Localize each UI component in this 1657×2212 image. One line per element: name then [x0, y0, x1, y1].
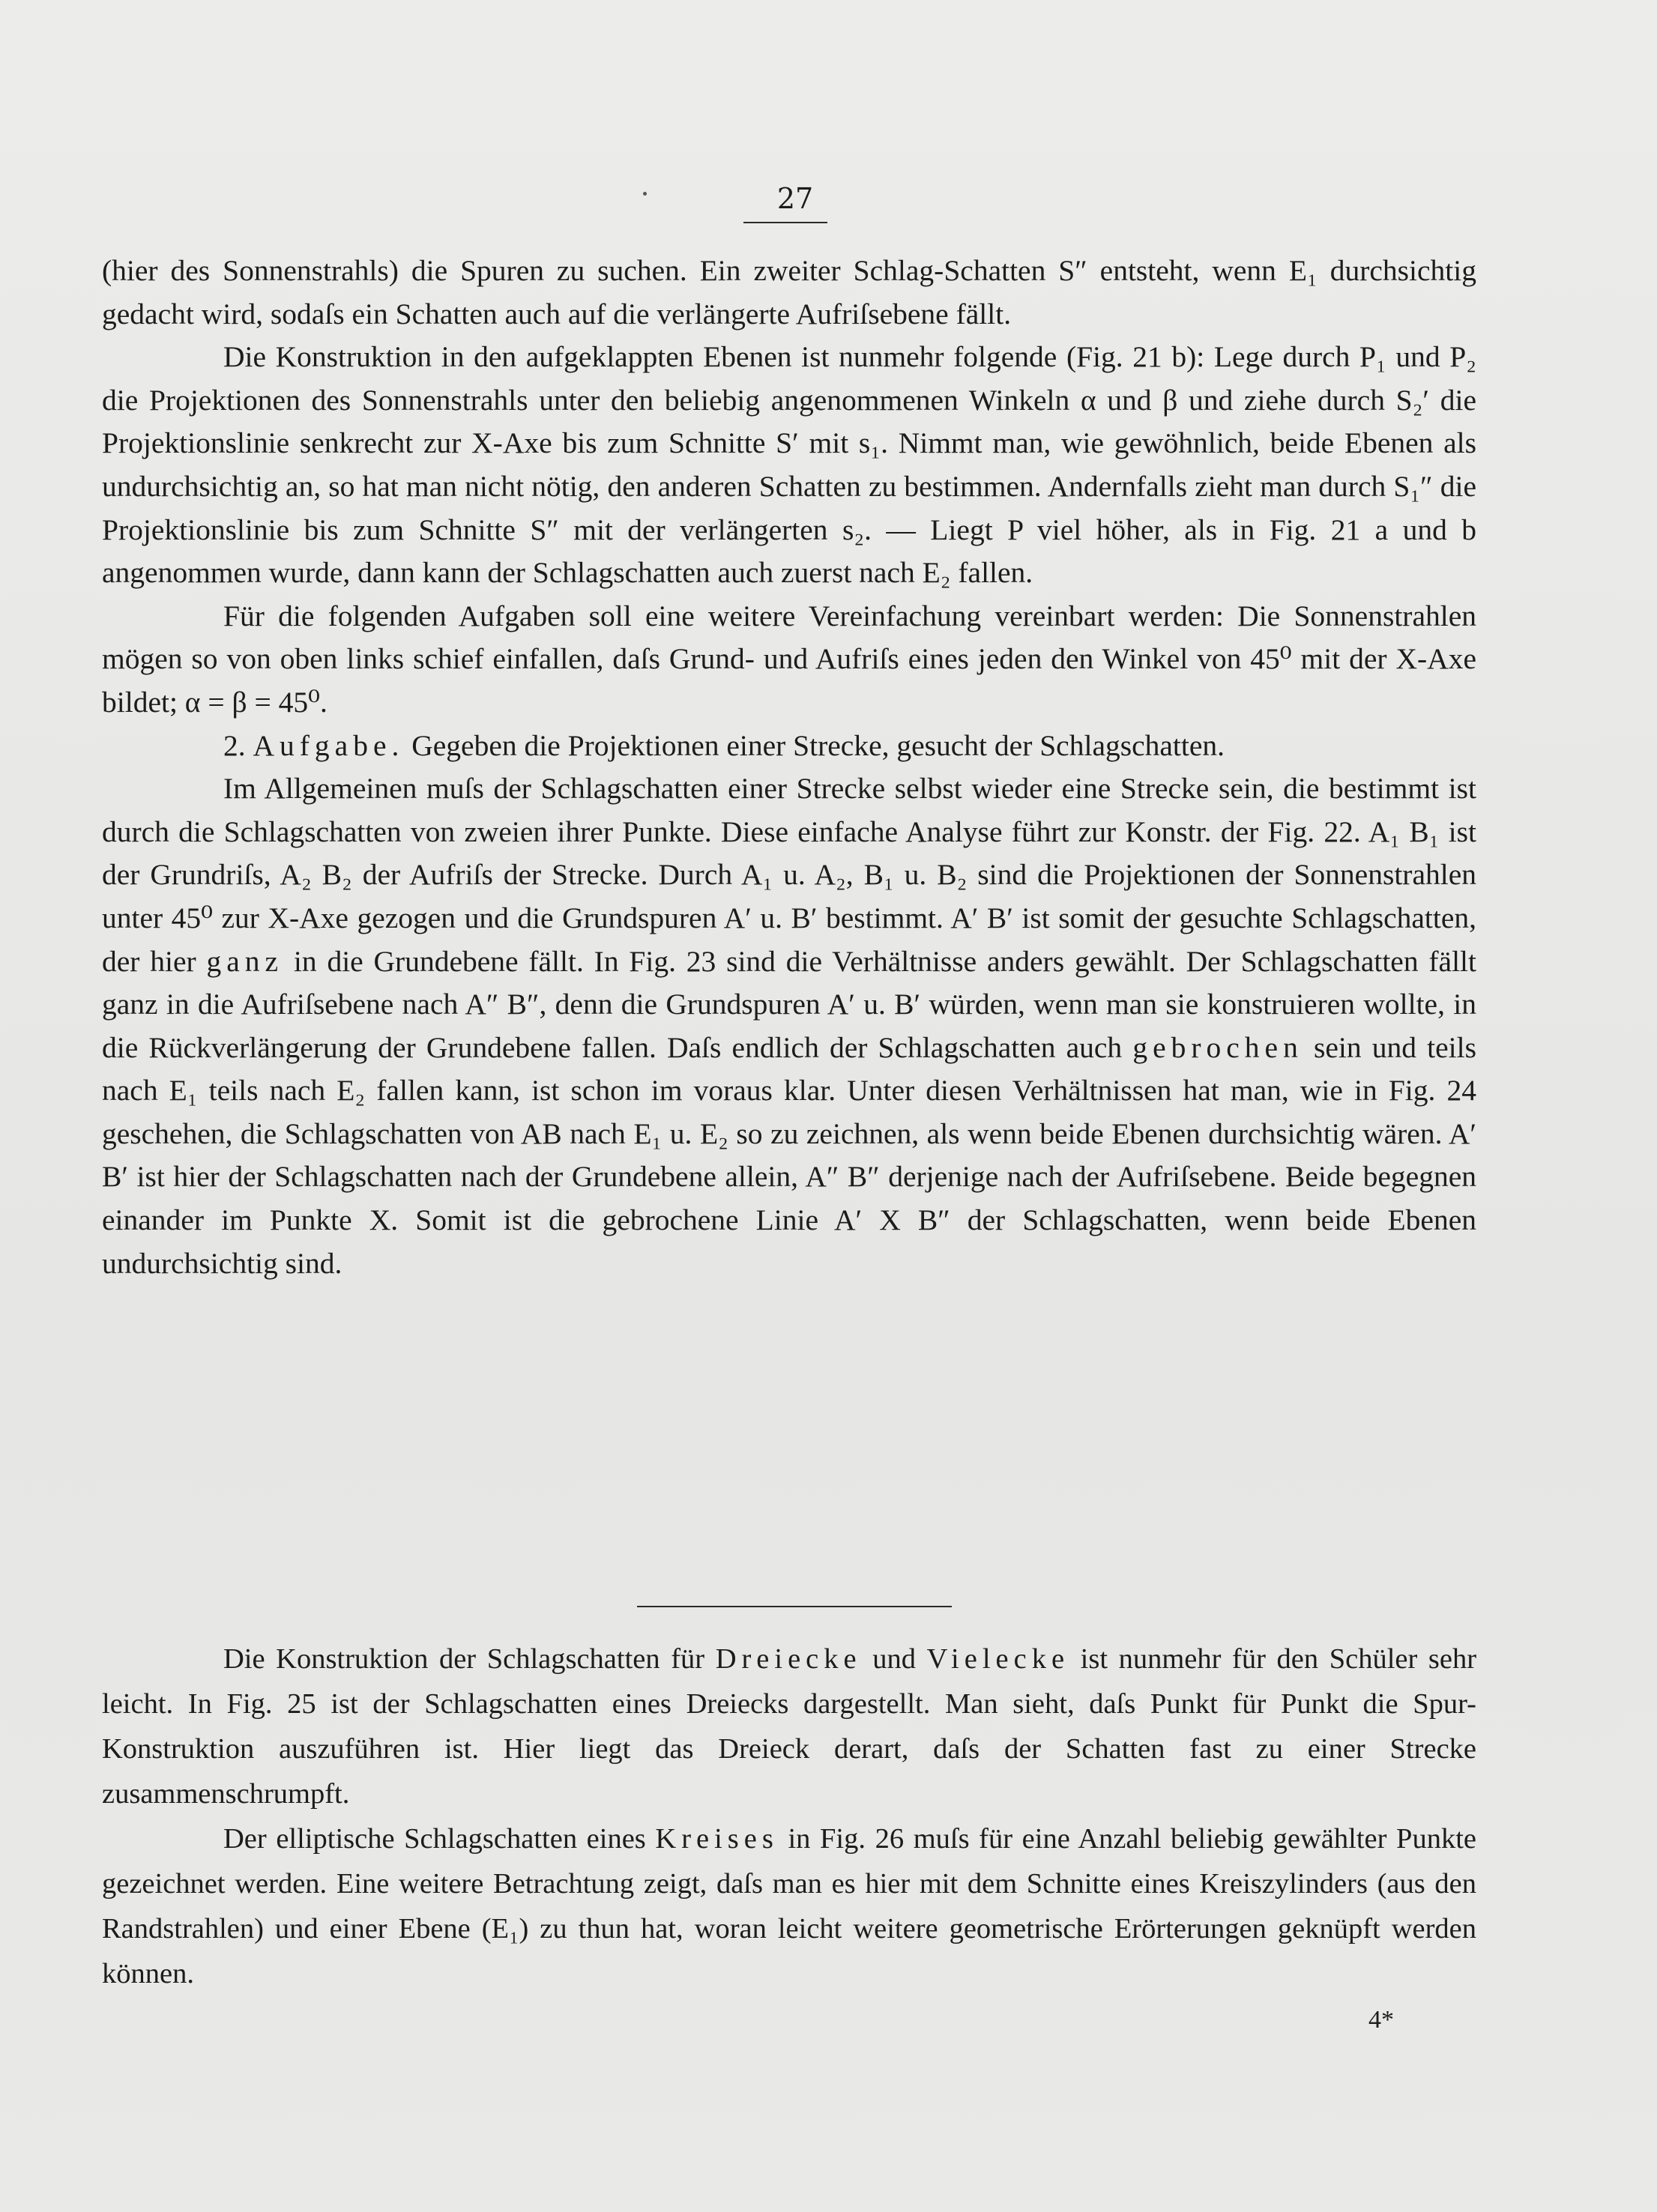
paragraph-simplification: Für die folgenden Aufgaben soll eine weitere Vereinfachung vereinbart werden: Die Sonnenstrahlen mögen so von oben links schief einfallen, daſs Grund- und Aufriſs eines jeden den Winkel von 45⁰ mit der X-Axe bildet; α = β = 45⁰. — [102, 599, 1476, 719]
text-run: und — [872, 1643, 916, 1675]
text-run: in die Grundebene fällt. In Fig. 23 sind die Verhältnisse anders gewählt. Der Schlagschatten fällt ganz in die Aufriſsebene nach A″ B″, denn die Grundspuren A′ u. B′ würden, wenn man sie konstruieren wollte, in die Rückverlängerung der Grundebene fallen. Daſs endlich der Schlagschatten auch — [102, 944, 1477, 1064]
emphasis-vielecke: Vielecke — [926, 1643, 1070, 1675]
emphasis-kreises: Kreises — [655, 1823, 779, 1855]
text-run: Im Allgemeinen muſs der Schlagschatten einer Strecke selbst wieder eine Strecke sein, die bestimmt ist durch die Schlagschatten von zweien ihrer Punkte. Diese einfache Analyse führt zur Konstr. der Fig. 22. A₁ B₁ ist der Grundriſs, A₂ B₂ der Aufriſs der Strecke. Durch A₁ u. A₂, B₁ u. B₂ sind die Projektionen der Sonnenstrahlen unter 45⁰ zur X-Axe gezogen und die Grundspuren A′ u. B′ bestimmt. A′ B′ ist somit der gesuchte Schlagschatten, der hier — [102, 772, 1476, 978]
text-block-lower — [102, 1637, 1476, 1996]
section-divider — [637, 1606, 952, 1607]
text-block-upper — [102, 250, 1476, 1285]
paragraph-continuation: (hier des Sonnenstrahls) die Spuren zu suchen. Ein zweiter Schlag-Schatten S″ entsteht, wenn E₁ durchsichtig gedacht wird, sodaſs ein Schatten auch auf die verlängerte Aufriſsebene fällt. — [102, 254, 1476, 330]
emphasis-gebrochen: gebrochen — [1132, 1030, 1303, 1064]
text-run: Der elliptische Schlagschatten eines — [223, 1823, 646, 1855]
task-text: Gegeben die Projektionen einer Strecke, gesucht der Schlagschatten. — [411, 728, 1225, 762]
page-number: 27 — [776, 182, 814, 215]
page-number-rule — [743, 222, 827, 223]
text-run: sein und teils nach E₁ teils nach E₂ fallen kann, ist schon im voraus klar. Unter diesen Verhältnissen hat man, wie in Fig. 24 geschehen, die Schlagschatten von AB nach E₁ u. E₂ so zu zeichnen, als wenn beide Ebenen durchsichtig wären. A′ B′ ist hier der Schlagschatten nach der Grundebene allein, A″ B″ derjenige nach der Aufriſsebene. Beide begegnen einander im Punkte X. Somit ist die gebrochene Linie A′ X B″ der Schlagschatten, wenn beide Ebenen undurchsichtig sind. — [102, 1030, 1477, 1280]
signature-mark: 4* — [1368, 2006, 1394, 2034]
paragraph-circle — [102, 1816, 1476, 1996]
print-speck — [643, 192, 647, 196]
paragraph-construction: Die Konstruktion in den aufgeklappten Ebenen ist nunmehr folgende (Fig. 21 b): Lege durch P₁ und P₂ die Projektionen des Sonnenstrahls unter den beliebig angenommenen Winkeln α und β und ziehe durch S₂′ die Projektionslinie senkrecht zur X-Axe bis zum Schnitte S′ mit s₁. Nimmt man, wie gewöhnlich, beide Ebenen als undurchsichtig an, so hat man nicht nötig, den anderen Schatten zu bestimmen. Andernfalls zieht man durch S₁″ die Projektionslinie bis zum Schnitte S″ mit der verlängerten s₂. — Liegt P viel höher, als in Fig. 21 a und b angenommen wurde, dann kann der Schlagschatten auch zuerst nach E₂ fallen. — [102, 340, 1476, 590]
text-run: in Fig. 26 muſs für eine Anzahl beliebig gewählter Punkte gezeichnet werden. Eine weitere Betrachtung zeigt, daſs man es hier mit dem Schnitte eines Kreiszylinders (aus den Randstrahlen) und einer Ebene (E₁) zu thun hat, woran leicht weitere geometrische Erörterungen geknüpft werden können. — [102, 1823, 1476, 1989]
paragraph-task-solution — [102, 767, 1476, 1285]
task-heading — [102, 725, 1476, 768]
task-label: Aufgabe. — [253, 728, 405, 762]
emphasis-ganz: ganz — [206, 944, 284, 978]
text-run: Die Konstruktion der Schlagschatten für — [223, 1643, 705, 1675]
emphasis-dreiecke: Dreiecke — [715, 1643, 862, 1675]
paragraph-polygons — [102, 1637, 1476, 1816]
text-run: ist nunmehr für den Schüler sehr leicht. In Fig. 25 ist der Schlagschatten eines Dreiecks dargestellt. Man sieht, daſs Punkt für Punkt die Spur-Konstruktion auszuführen ist. Hier liegt das Dreieck derart, daſs der Schatten fast zu einer Strecke zusammenschrumpft. — [102, 1643, 1477, 1810]
task-number: 2. — [223, 728, 246, 762]
